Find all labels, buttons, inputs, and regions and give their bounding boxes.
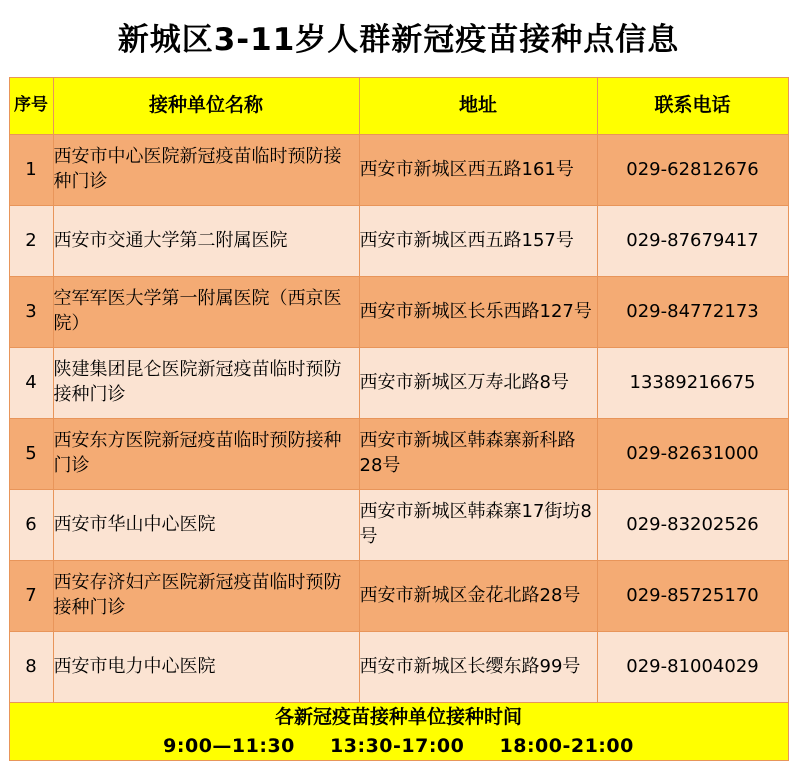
site-address: 西安市新城区万寿北路8号 (359, 348, 597, 419)
column-header-name: 接种单位名称 (53, 78, 359, 135)
table-footer (9, 703, 788, 761)
site-phone: 029-85725170 (597, 561, 788, 632)
row-number: 7 (9, 561, 53, 632)
table-body (9, 135, 788, 703)
table-row (9, 348, 788, 419)
footer-title: 各新冠疫苗接种单位接种时间 (274, 706, 522, 729)
time-slot-evening: 18:00-21:00 (499, 734, 634, 757)
row-number: 8 (9, 632, 53, 703)
site-name: 西安东方医院新冠疫苗临时预防接种门诊 (53, 419, 359, 490)
row-number: 4 (9, 348, 53, 419)
table-header-row (9, 78, 788, 135)
site-phone: 029-83202526 (597, 490, 788, 561)
site-phone: 029-81004029 (597, 632, 788, 703)
table-row (9, 277, 788, 348)
site-phone: 029-84772173 (597, 277, 788, 348)
site-phone: 029-62812676 (597, 135, 788, 206)
footer-row (9, 703, 788, 761)
site-name: 西安市华山中心医院 (53, 490, 359, 561)
time-slot-morning: 9:00—11:30 (163, 734, 295, 757)
site-address: 西安市新城区韩森寨17街坊8号 (359, 490, 597, 561)
row-number: 5 (9, 419, 53, 490)
table-row (9, 135, 788, 206)
table-row (9, 561, 788, 632)
row-number: 1 (9, 135, 53, 206)
site-name: 西安市中心医院新冠疫苗临时预防接种门诊 (53, 135, 359, 206)
table-header (9, 78, 788, 135)
site-phone: 029-82631000 (597, 419, 788, 490)
table-row (9, 206, 788, 277)
footer-times (10, 732, 788, 761)
site-address: 西安市新城区长缨东路99号 (359, 632, 597, 703)
site-phone: 029-87679417 (597, 206, 788, 277)
site-name: 西安存济妇产医院新冠疫苗临时预防接种门诊 (53, 561, 359, 632)
site-name: 空军军医大学第一附属医院（西京医院） (53, 277, 359, 348)
site-address: 西安市新城区韩森寨新科路28号 (359, 419, 597, 490)
table-row (9, 419, 788, 490)
row-number: 2 (9, 206, 53, 277)
site-name: 陕建集团昆仑医院新冠疫苗临时预防接种门诊 (53, 348, 359, 419)
site-name: 西安市电力中心医院 (53, 632, 359, 703)
column-header-address: 地址 (359, 78, 597, 135)
column-header-phone: 联系电话 (597, 78, 788, 135)
row-number: 3 (9, 277, 53, 348)
vaccination-sites-table (9, 77, 789, 761)
column-header-no: 序号 (9, 78, 53, 135)
site-address: 西安市新城区长乐西路127号 (359, 277, 597, 348)
table-row (9, 632, 788, 703)
site-phone: 13389216675 (597, 348, 788, 419)
page-title: 新城区3-11岁人群新冠疫苗接种点信息 (117, 22, 680, 58)
site-name: 西安市交通大学第二附属医院 (53, 206, 359, 277)
site-address: 西安市新城区西五路161号 (359, 135, 597, 206)
site-address: 西安市新城区西五路157号 (359, 206, 597, 277)
footer-cell (9, 703, 788, 761)
site-address: 西安市新城区金花北路28号 (359, 561, 597, 632)
time-slot-afternoon: 13:30-17:00 (330, 734, 465, 757)
table-row (9, 490, 788, 561)
row-number: 6 (9, 490, 53, 561)
